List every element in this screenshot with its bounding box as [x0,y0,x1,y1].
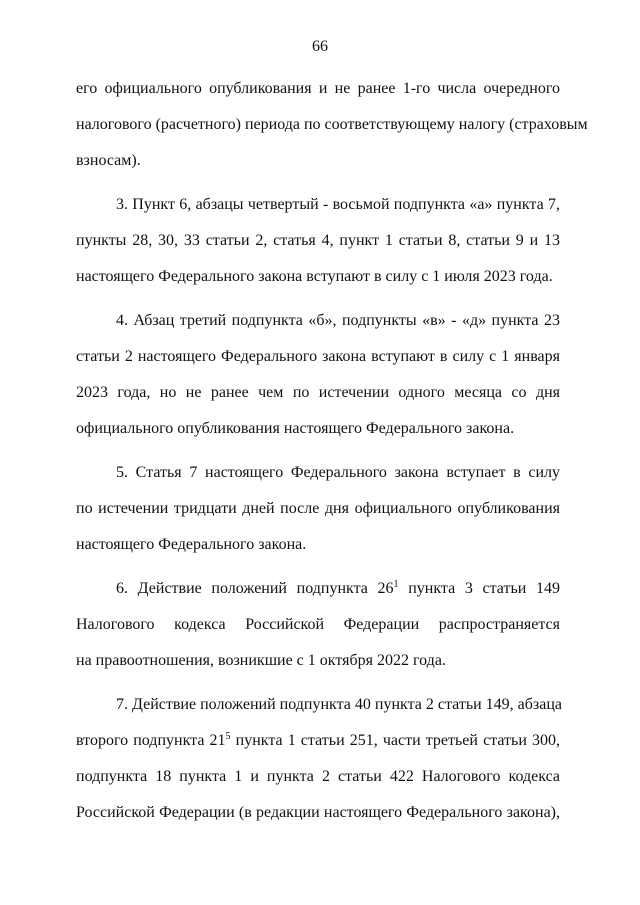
page-number: 66 [312,38,328,55]
text-line: статьи 2 настоящего Федерального закона вступают в силу с 1 января [76,348,560,365]
text-line: подпункта 18 пункта 1 и пункта 2 статьи 422 Налогового кодекса [76,768,560,785]
document-body [76,71,588,831]
text-line: на правоотношения, возникшие с 1 октября 2022 года. [76,652,446,669]
text-line [76,571,560,607]
text-line: 2023 года, но не ранее чем по истечении одного месяца со дня [76,384,560,401]
text-fragment: 6. Действие положений подпункта 26 [116,580,394,597]
text-line: налогового (расчетного) периода по соответствующему налогу (страховым [76,116,588,133]
text-line: настоящего Федерального закона вступают в силу с 1 июля 2023 года. [76,268,553,285]
text-fragment: второго подпункта 21 [76,732,226,749]
text-line: пункты 28, 30, 33 статьи 2, статья 4, пункт 1 статьи 8, статьи 9 и 13 [76,232,560,249]
paragraph-item-4 [76,303,560,447]
text-line: по истечении тридцати дней после дня официального опубликования [76,500,560,517]
text-line: 5. Статья 7 настоящего Федерального закона вступает в силу [116,464,560,481]
text-fragment: пункта 3 статьи 149 [398,580,560,597]
text-line: взносам). [76,152,141,169]
paragraph-continuation [76,71,588,179]
text-line: Налогового кодекса Российской Федерации распространяется [76,616,560,633]
text-line: 3. Пункт 6, абзацы четвертый - восьмой подпункта «а» пункта 7, [116,196,560,213]
text-line: 7. Действие положений подпункта 40 пункта 2 статьи 149, абзаца [116,696,563,713]
text-line [76,723,560,759]
paragraph-item-7 [76,687,563,831]
paragraph-item-5 [76,455,560,563]
paragraph-item-6 [76,571,560,679]
superscript: 1 [393,579,399,590]
text-line: официального опубликования настоящего Федерального закона. [76,420,515,437]
text-line: его официального опубликования и не ранее 1-го числа очередного [76,80,560,97]
text-line: Российской Федерации (в редакции настоящего Федерального закона), [76,804,560,821]
superscript: 5 [225,731,231,742]
paragraph-item-3 [76,187,560,295]
text-line: 4. Абзац третий подпункта «б», подпункты «в» - «д» пункта 23 [116,312,560,329]
text-line: настоящего Федерального закона. [76,536,307,553]
text-fragment: пункта 1 статьи 251, части третьей статьи 300, [230,732,560,749]
